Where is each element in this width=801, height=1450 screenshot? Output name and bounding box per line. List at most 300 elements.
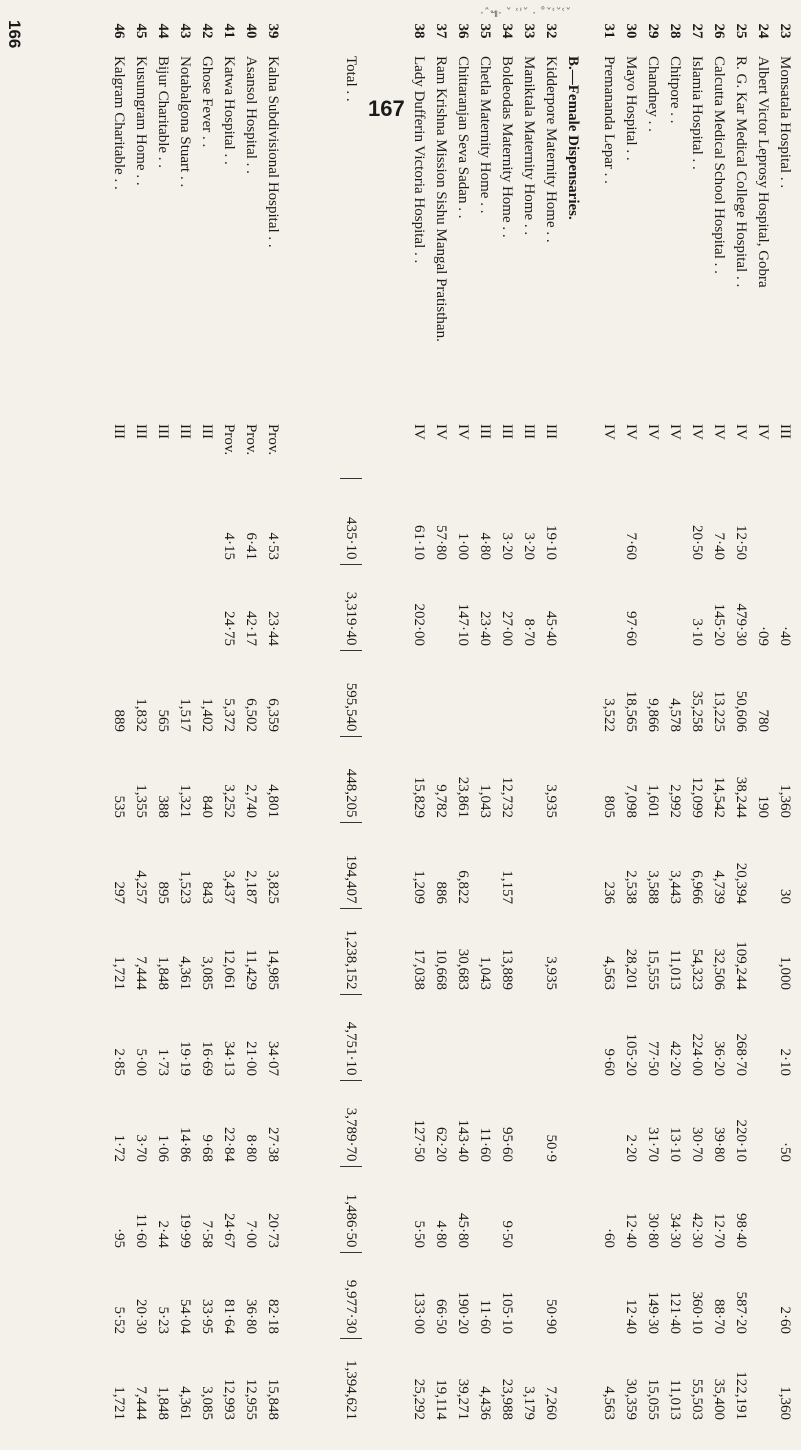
value-cell: 15,055	[645, 1378, 662, 1420]
value-cell: 1,360	[777, 784, 794, 818]
class-label: IV	[755, 424, 772, 440]
value-cell: 55,503	[689, 1378, 706, 1420]
value-cell: 12·70	[711, 1213, 728, 1248]
value-cell: 3·10	[689, 618, 706, 646]
value-cell	[774, 1166, 796, 1252]
value-cell: ·95	[111, 1228, 128, 1248]
value-cell: 97·60	[623, 611, 640, 646]
value-cell: 62·20	[433, 1127, 450, 1162]
value-cell	[474, 650, 496, 736]
value-cell: 5·00	[133, 1048, 150, 1076]
value-cell	[598, 1080, 620, 1166]
value-cell: 33·95	[199, 1299, 216, 1334]
value-cell: 10,668	[433, 948, 450, 990]
value-cell: 9,782	[433, 784, 450, 818]
table-row	[620, 10, 642, 1450]
institution-name: Monsatala Hospital . .	[777, 56, 794, 189]
institution-name: Mayo Hospital . .	[623, 56, 640, 161]
value-cell: 14,542	[711, 776, 728, 818]
total-value: 595,540	[340, 650, 362, 736]
class-label: IV	[689, 424, 706, 440]
value-cell	[408, 994, 430, 1080]
value-cell: 13·10	[667, 1127, 684, 1162]
value-cell: 224·00	[689, 1033, 706, 1076]
value-cell: 11·60	[133, 1213, 150, 1248]
value-cell	[430, 650, 452, 736]
value-cell: 12,955	[243, 1378, 260, 1420]
value-cell: 42·20	[667, 1041, 684, 1076]
institution-name: Kidderpore Maternity Home . .	[543, 56, 560, 243]
table-row	[518, 10, 540, 1450]
value-cell	[518, 908, 540, 994]
value-cell: 479·30	[733, 603, 750, 646]
value-cell: 23·40	[477, 611, 494, 646]
value-cell: 24·75	[221, 611, 238, 646]
institution-name: Ghose Fever . .	[199, 56, 216, 148]
value-cell: 1,848	[155, 1386, 172, 1420]
value-cell: 11,013	[667, 1379, 684, 1420]
value-cell: 1,043	[477, 956, 494, 990]
value-cell: 2·44	[155, 1220, 172, 1248]
table-row	[408, 10, 430, 1450]
value-cell: 54·04	[177, 1299, 194, 1334]
value-cell: 4,361	[177, 1386, 194, 1420]
value-cell: 30·70	[689, 1127, 706, 1162]
value-cell: 30,359	[623, 1378, 640, 1420]
row-number: 23	[777, 23, 794, 39]
value-cell: 27·00	[499, 611, 516, 646]
value-cell: 12,061	[221, 948, 238, 990]
value-cell: 1,402	[199, 698, 216, 732]
institution-name: Ram Krishna Mission Sishu Mangal Pratisthan.	[433, 56, 450, 342]
table-row	[430, 10, 452, 1450]
table-row	[598, 10, 620, 1450]
value-cell	[518, 1166, 540, 1252]
value-cell: 6,359	[265, 698, 282, 732]
value-cell: 145·20	[711, 603, 728, 646]
value-cell: 23·44	[265, 611, 282, 646]
total-value: 435·10	[340, 478, 362, 564]
value-cell	[496, 994, 518, 1080]
institution-name: Premananda Lepar . .	[601, 56, 618, 184]
row-number: 30	[623, 23, 640, 39]
class-label: Prov.	[221, 424, 238, 456]
row-number: 28	[667, 23, 684, 39]
value-cell: 1,848	[155, 956, 172, 990]
value-cell: 4·53	[265, 532, 282, 560]
value-cell	[452, 650, 474, 736]
value-cell: 19·99	[177, 1213, 194, 1248]
scan-marks: ·ˆ๚· ˇ ʿˈˇ · ˚ˇʿˇʿˇ	[480, 6, 572, 20]
value-cell: 1,601	[645, 784, 662, 818]
table-row	[218, 10, 240, 1450]
spacer	[562, 10, 598, 52]
value-cell: 805	[601, 795, 618, 818]
value-cell	[598, 478, 620, 564]
value-cell: 18,565	[623, 690, 640, 732]
value-cell: 20·50	[689, 525, 706, 560]
value-cell	[518, 1252, 540, 1338]
institution-name: Chandney . .	[645, 56, 662, 132]
table-row	[708, 10, 730, 1450]
value-cell: 19,114	[433, 1379, 450, 1420]
value-cell	[598, 1252, 620, 1338]
class-label: III	[477, 424, 494, 439]
value-cell: 8·80	[243, 1134, 260, 1162]
row-number: 34	[499, 23, 516, 39]
table-row	[752, 10, 774, 1450]
value-cell	[130, 564, 152, 650]
class-label: IV	[411, 424, 428, 440]
value-cell	[108, 564, 130, 650]
value-cell: 843	[199, 881, 216, 904]
row-number: 46	[111, 23, 128, 39]
class-label: III	[199, 424, 216, 439]
value-cell: 20·30	[133, 1299, 150, 1334]
value-cell	[174, 564, 196, 650]
value-cell: 3,085	[199, 956, 216, 990]
row-number: 39	[265, 23, 282, 39]
value-cell: 12,099	[689, 776, 706, 818]
row-number: 40	[243, 23, 260, 39]
total-value: 9,977·30	[340, 1252, 362, 1338]
value-cell: 82·18	[265, 1299, 282, 1334]
value-cell: 1,517	[177, 698, 194, 732]
value-cell: 12·40	[623, 1213, 640, 1248]
value-cell: 360·10	[689, 1291, 706, 1334]
value-cell: 4,801	[265, 784, 282, 818]
value-cell: 9·68	[199, 1134, 216, 1162]
value-cell: 11,429	[243, 949, 260, 990]
institution-name: Albert Victor Leprosy Hospital, Gobra	[755, 56, 772, 288]
section-heading: B.—Female Dispensaries.	[565, 56, 582, 220]
value-cell	[452, 994, 474, 1080]
value-cell: 1,360	[777, 1386, 794, 1420]
value-cell: 109,244	[733, 941, 750, 990]
value-cell: 17,038	[411, 948, 428, 990]
value-cell: 23,988	[499, 1378, 516, 1420]
value-cell: 6,502	[243, 698, 260, 732]
value-cell	[752, 1252, 774, 1338]
value-cell	[152, 564, 174, 650]
value-cell	[642, 478, 664, 564]
value-cell: 32,506	[711, 948, 728, 990]
value-cell: 1,832	[133, 698, 150, 732]
value-cell: 88·70	[711, 1299, 728, 1334]
table-row	[130, 10, 152, 1450]
value-cell: 3,935	[543, 956, 560, 990]
value-cell: 105·20	[623, 1033, 640, 1076]
value-cell: 39·80	[711, 1127, 728, 1162]
value-cell	[752, 478, 774, 564]
institution-name: R. G. Kar Medical College Hospital . .	[733, 56, 750, 288]
value-cell: 16·69	[199, 1041, 216, 1076]
value-cell	[598, 564, 620, 650]
value-cell: 3,935	[543, 784, 560, 818]
value-cell: 220·10	[733, 1119, 750, 1162]
spacer	[340, 420, 362, 478]
institution-name: Kalgram Charitable . .	[111, 56, 128, 190]
value-cell: 133·00	[411, 1291, 428, 1334]
value-cell: 3,437	[221, 870, 238, 904]
value-cell	[540, 994, 562, 1080]
value-cell: 122,191	[733, 1371, 750, 1420]
value-cell: 7,098	[623, 784, 640, 818]
institution-name: Calcutta Medical School Hospital . .	[711, 56, 728, 274]
value-cell: 1,000	[777, 956, 794, 990]
value-cell: 5,372	[221, 698, 238, 732]
class-label: III	[177, 424, 194, 439]
institution-name: Chetla Maternity Home . .	[477, 56, 494, 214]
value-cell: 5·52	[111, 1306, 128, 1334]
institution-name: Asansol Hospital . .	[243, 56, 260, 174]
spacer	[362, 10, 408, 52]
row-number: 27	[689, 23, 706, 39]
class-label: IV	[433, 424, 450, 440]
value-cell: 297	[111, 881, 128, 904]
value-cell: 6,822	[455, 870, 472, 904]
value-cell: 2·85	[111, 1048, 128, 1076]
value-cell	[196, 478, 218, 564]
class-label: III	[543, 424, 560, 439]
value-cell: 34·30	[667, 1213, 684, 1248]
row-number: 43	[177, 23, 194, 39]
table-row	[452, 10, 474, 1450]
value-cell	[752, 1080, 774, 1166]
class-label: IV	[733, 424, 750, 440]
value-cell: 13,225	[711, 690, 728, 732]
value-cell: 3,179	[521, 1386, 538, 1420]
value-cell: 1,721	[111, 956, 128, 990]
value-cell: 15,848	[265, 1378, 282, 1420]
total-value: 1,394,621	[340, 1338, 362, 1450]
value-cell: 127·50	[411, 1119, 428, 1162]
value-cell: ·50	[777, 1142, 794, 1162]
value-cell: 9·50	[499, 1220, 516, 1248]
class-label: III	[133, 424, 150, 439]
row-number: 36	[455, 23, 472, 39]
value-cell	[152, 478, 174, 564]
value-cell	[474, 1166, 496, 1252]
value-cell: 3,443	[667, 870, 684, 904]
value-cell: 42·17	[243, 611, 260, 646]
institution-name: Notabalgona Stuart . .	[177, 56, 194, 188]
total-label: Total . .	[343, 56, 360, 102]
value-cell: 6·41	[243, 532, 260, 560]
value-cell: 11·60	[477, 1127, 494, 1162]
value-cell: 11·60	[477, 1299, 494, 1334]
value-cell	[518, 1080, 540, 1166]
value-cell: 35,400	[711, 1378, 728, 1420]
value-cell: 535	[111, 795, 128, 818]
value-cell: 8·70	[521, 618, 538, 646]
value-cell: 81·64	[221, 1299, 238, 1334]
value-cell: 2,538	[623, 870, 640, 904]
value-cell: 11,013	[667, 949, 684, 990]
row-number: 33	[521, 23, 538, 39]
row-number: 38	[411, 23, 428, 39]
class-label: III	[777, 424, 794, 439]
table-row	[730, 10, 752, 1450]
value-cell	[108, 478, 130, 564]
value-cell: 2,992	[667, 784, 684, 818]
class-label: IV	[667, 424, 684, 440]
value-cell: 7,444	[133, 956, 150, 990]
value-cell: 98·40	[733, 1213, 750, 1248]
value-cell: 36·20	[711, 1041, 728, 1076]
value-cell	[752, 908, 774, 994]
value-cell	[540, 822, 562, 908]
row-number: 25	[733, 23, 750, 39]
table-row	[540, 10, 562, 1450]
value-cell: 202·00	[411, 603, 428, 646]
value-cell: 780	[755, 709, 772, 732]
class-label: III	[499, 424, 516, 439]
institution-name: Kalna Subdivisional Hospital . .	[265, 56, 282, 248]
value-cell: 4,257	[133, 870, 150, 904]
class-label: IV	[455, 424, 472, 440]
value-cell: 19·19	[177, 1041, 194, 1076]
value-cell	[196, 564, 218, 650]
value-cell: 42·30	[689, 1213, 706, 1248]
value-cell: 4,739	[711, 870, 728, 904]
value-cell	[474, 822, 496, 908]
table-row	[774, 10, 796, 1450]
value-cell: 50·90	[543, 1299, 560, 1334]
total-value: 1,238,152	[340, 908, 362, 994]
value-cell: ·60	[601, 1228, 618, 1248]
value-cell: 4·80	[433, 1220, 450, 1248]
value-cell: 15,829	[411, 776, 428, 818]
value-cell: 149·30	[645, 1291, 662, 1334]
section-heading-row	[562, 10, 598, 1450]
value-cell: 34·13	[221, 1041, 238, 1076]
value-cell: 21·00	[243, 1041, 260, 1076]
value-cell: 2·10	[777, 1048, 794, 1076]
value-cell	[752, 822, 774, 908]
value-cell: 3,588	[645, 870, 662, 904]
value-cell	[474, 994, 496, 1080]
value-cell: 39,271	[455, 1378, 472, 1420]
row-number: 31	[601, 23, 618, 39]
value-cell: 23,861	[455, 776, 472, 818]
value-cell	[752, 1338, 774, 1450]
class-label: IV	[645, 424, 662, 440]
value-cell: 15,555	[645, 948, 662, 990]
value-cell: 1,157	[499, 870, 516, 904]
value-cell: 565	[155, 709, 172, 732]
row-number: 37	[433, 23, 450, 39]
value-cell: 4·80	[477, 532, 494, 560]
value-cell: 587·20	[733, 1291, 750, 1334]
value-cell: 27·38	[265, 1127, 282, 1162]
value-cell: 9·60	[601, 1048, 618, 1076]
value-cell: 30,683	[455, 948, 472, 990]
class-label: IV	[601, 424, 618, 440]
value-cell	[408, 650, 430, 736]
value-cell: 25,292	[411, 1378, 428, 1420]
value-cell	[642, 564, 664, 650]
spacer	[284, 10, 340, 52]
value-cell: 77·50	[645, 1041, 662, 1076]
row-number: 45	[133, 23, 150, 39]
value-cell: 1·06	[155, 1134, 172, 1162]
value-cell: 4,563	[601, 956, 618, 990]
value-cell: 1,209	[411, 870, 428, 904]
value-cell: 2·20	[623, 1134, 640, 1162]
value-cell: 14,985	[265, 948, 282, 990]
value-cell: 886	[433, 881, 450, 904]
institution-name: Lady Dufferin Victoria Hospital . .	[411, 56, 428, 264]
value-cell: 7,260	[543, 1386, 560, 1420]
table-row	[496, 10, 518, 1450]
institution-name: Maniktala Maternity Home . .	[521, 56, 538, 236]
institution-name: Chitpore . .	[667, 56, 684, 124]
total-value: 194,407	[340, 822, 362, 908]
total-value: 1,486·50	[340, 1166, 362, 1252]
value-cell: 45·40	[543, 611, 560, 646]
total-value: 4,751·10	[340, 994, 362, 1080]
value-cell: 7·60	[623, 532, 640, 560]
value-cell: 5·50	[411, 1220, 428, 1248]
value-cell	[540, 650, 562, 736]
value-cell: 57·80	[433, 525, 450, 560]
institution-name: Bijur Charitable . .	[155, 56, 172, 169]
value-cell: 30·80	[645, 1213, 662, 1248]
value-cell: 50,606	[733, 690, 750, 732]
value-cell	[130, 478, 152, 564]
value-cell: 22·84	[221, 1127, 238, 1162]
value-cell: 1,721	[111, 1386, 128, 1420]
value-cell: 13,889	[499, 948, 516, 990]
value-cell: 236	[601, 881, 618, 904]
value-cell: 6,966	[689, 870, 706, 904]
table-row	[108, 10, 130, 1450]
value-cell: 9,866	[645, 698, 662, 732]
value-cell: 2,187	[243, 870, 260, 904]
value-cell: 28,201	[623, 948, 640, 990]
institution-name: Kusumgram Home . .	[133, 56, 150, 186]
value-cell: 4·15	[221, 532, 238, 560]
value-cell: 840	[199, 795, 216, 818]
spacer	[340, 10, 362, 52]
value-cell: 889	[111, 709, 128, 732]
value-cell: 31·70	[645, 1127, 662, 1162]
class-label: Prov.	[243, 424, 260, 456]
row-number: 41	[221, 23, 238, 39]
value-cell: 7·40	[711, 532, 728, 560]
value-cell: 7·00	[243, 1220, 260, 1248]
value-cell: 3,825	[265, 870, 282, 904]
class-label: IV	[711, 424, 728, 440]
value-cell: 5·23	[155, 1306, 172, 1334]
value-cell: 1,043	[477, 784, 494, 818]
value-cell: 12·50	[733, 525, 750, 560]
value-cell: 36·80	[243, 1299, 260, 1334]
value-cell	[664, 564, 686, 650]
value-cell: 105·10	[499, 1291, 516, 1334]
value-cell: 190	[755, 795, 772, 818]
value-cell: ·09	[755, 626, 772, 646]
table-row	[240, 10, 262, 1450]
spacer-row	[284, 10, 340, 1450]
value-cell: 4,578	[667, 698, 684, 732]
row-number: 24	[755, 23, 772, 39]
class-label: III	[111, 424, 128, 439]
page-number: 167	[368, 96, 405, 121]
value-cell: 12·40	[623, 1299, 640, 1334]
value-cell: 30	[777, 889, 794, 904]
